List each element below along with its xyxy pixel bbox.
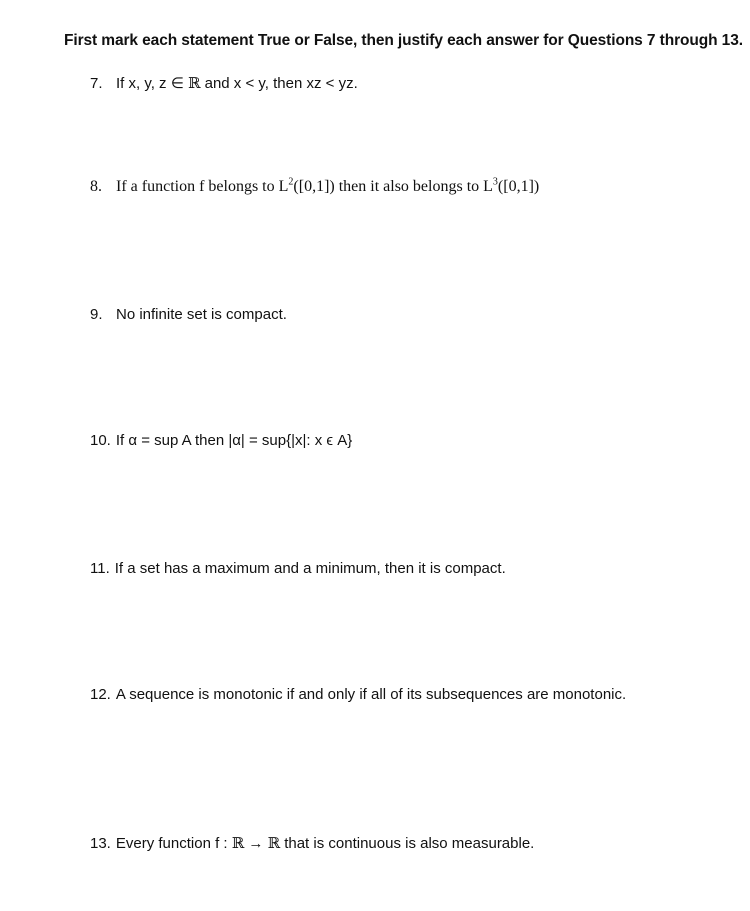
question-7 [90,74,358,92]
question-text: Every function f : [115,835,232,852]
reals-symbol: ℝ [231,834,245,852]
question-text: and x < y, then xz < yz. [200,75,358,92]
question-text: A sequence is monotonic if and only if all of its subsequences are monotonic. [115,686,627,703]
question-8 [90,178,539,196]
question-text: that is continuous is also measurable. [280,835,535,852]
question-number: 8. [90,178,102,195]
question-number: 9. [90,306,103,323]
reals-symbol: ℝ [187,74,201,92]
question-text: If α = sup A then |α| = sup{|x|: x ϵ A} [115,432,353,449]
question-number: 13. [90,835,111,852]
reals-symbol: ℝ [267,834,281,852]
question-12 [90,686,626,703]
question-11 [90,560,506,577]
question-number: 12. [90,686,111,703]
question-9 [90,306,287,323]
exponent: 2 [288,176,294,188]
question-13 [90,834,534,852]
question-text: If x, y, z ∈ [116,75,188,92]
question-text: ([0,1]) [497,178,540,195]
question-number: 10. [90,432,111,449]
question-number: 11. [90,560,110,577]
question-text: If a set has a maximum and a minimum, then it is compact. [114,560,506,577]
question-number: 7. [90,75,103,92]
question-10 [90,432,352,449]
question-text: ([0,1]) then it also belongs to L [293,178,493,195]
instructions-heading: First mark each statement True or False, then justify each answer for Questions 7 through 13. [64,32,743,49]
question-text: If a function f belongs to L [116,178,289,195]
arrow-symbol: → [244,835,268,852]
exponent: 3 [492,176,498,188]
question-text: No infinite set is compact. [116,306,287,323]
